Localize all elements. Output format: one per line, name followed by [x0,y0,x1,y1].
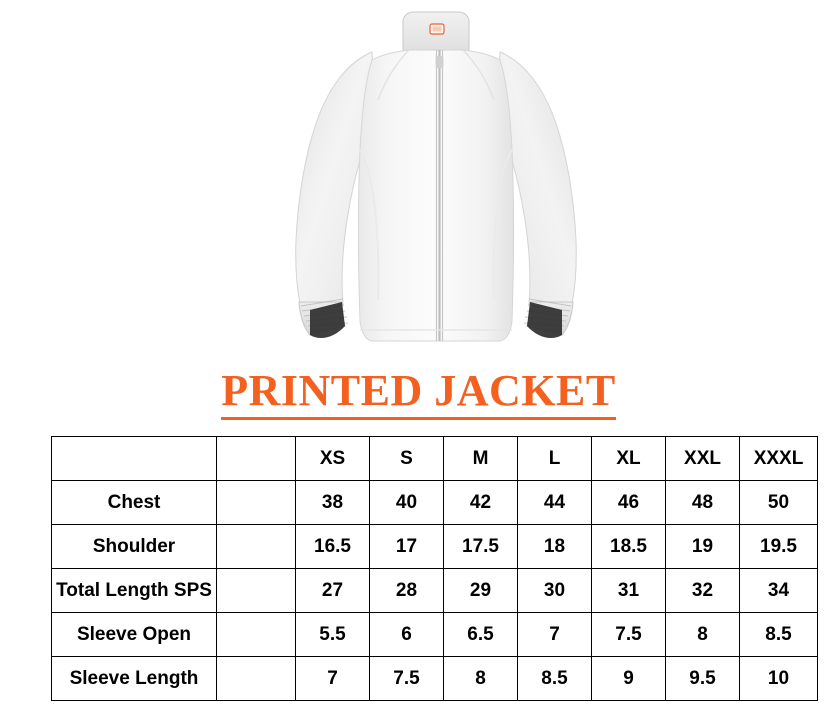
cell-chest-xxxl: 50 [740,481,818,525]
cell-total-length-xl: 31 [592,569,666,613]
cell-shoulder-s: 17 [370,525,444,569]
table-spacer-cell [217,437,296,481]
cell-shoulder-xxxl: 19.5 [740,525,818,569]
cell-total-length-xs: 27 [296,569,370,613]
cell-sleeve-length-m: 8 [444,657,518,701]
cell-sleeve-open-m: 6.5 [444,613,518,657]
cell-sleeve-length-xxxl: 10 [740,657,818,701]
cell-sleeve-open-xxl: 8 [666,613,740,657]
page-title: PRINTED JACKET [221,368,616,420]
size-header-s: S [370,437,444,481]
row-spacer-total-length [217,569,296,613]
cell-shoulder-xxl: 19 [666,525,740,569]
cell-sleeve-open-xl: 7.5 [592,613,666,657]
cell-sleeve-open-xxxl: 8.5 [740,613,818,657]
table-row [52,525,818,569]
page-title-container [0,368,837,420]
size-chart-table-container [51,436,804,701]
cell-chest-l: 44 [518,481,592,525]
table-row [52,657,818,701]
row-spacer-sleeve-length [217,657,296,701]
size-header-xs: XS [296,437,370,481]
size-header-l: L [518,437,592,481]
cell-total-length-xxl: 32 [666,569,740,613]
cell-total-length-l: 30 [518,569,592,613]
row-spacer-shoulder [217,525,296,569]
cell-chest-m: 42 [444,481,518,525]
cell-sleeve-open-s: 6 [370,613,444,657]
cell-chest-xxl: 48 [666,481,740,525]
cell-shoulder-m: 17.5 [444,525,518,569]
size-header-xxl: XXL [666,437,740,481]
cell-total-length-s: 28 [370,569,444,613]
cell-sleeve-length-xxl: 9.5 [666,657,740,701]
size-chart-table [51,436,818,701]
cell-shoulder-l: 18 [518,525,592,569]
row-spacer-chest [217,481,296,525]
measurement-label-sleeve-open: Sleeve Open [52,613,217,657]
cell-total-length-m: 29 [444,569,518,613]
row-spacer-sleeve-open [217,613,296,657]
table-row [52,481,818,525]
table-row [52,613,818,657]
size-header-xxxl: XXXL [740,437,818,481]
cell-chest-xl: 46 [592,481,666,525]
printed-jacket-illustration [0,0,837,360]
size-header-m: M [444,437,518,481]
cell-sleeve-length-xs: 7 [296,657,370,701]
table-corner-cell [52,437,217,481]
size-header-xl: XL [592,437,666,481]
cell-shoulder-xl: 18.5 [592,525,666,569]
cell-sleeve-length-s: 7.5 [370,657,444,701]
cell-sleeve-open-xs: 5.5 [296,613,370,657]
cell-chest-xs: 38 [296,481,370,525]
table-row [52,569,818,613]
cell-shoulder-xs: 16.5 [296,525,370,569]
cell-sleeve-length-xl: 9 [592,657,666,701]
cell-total-length-xxxl: 34 [740,569,818,613]
cell-chest-s: 40 [370,481,444,525]
cell-sleeve-open-l: 7 [518,613,592,657]
table-header-row [52,437,818,481]
cell-sleeve-length-l: 8.5 [518,657,592,701]
measurement-label-sleeve-length: Sleeve Length [52,657,217,701]
measurement-label-chest: Chest [52,481,217,525]
measurement-label-shoulder: Shoulder [52,525,217,569]
measurement-label-total-length-sps: Total Length SPS [52,569,217,613]
